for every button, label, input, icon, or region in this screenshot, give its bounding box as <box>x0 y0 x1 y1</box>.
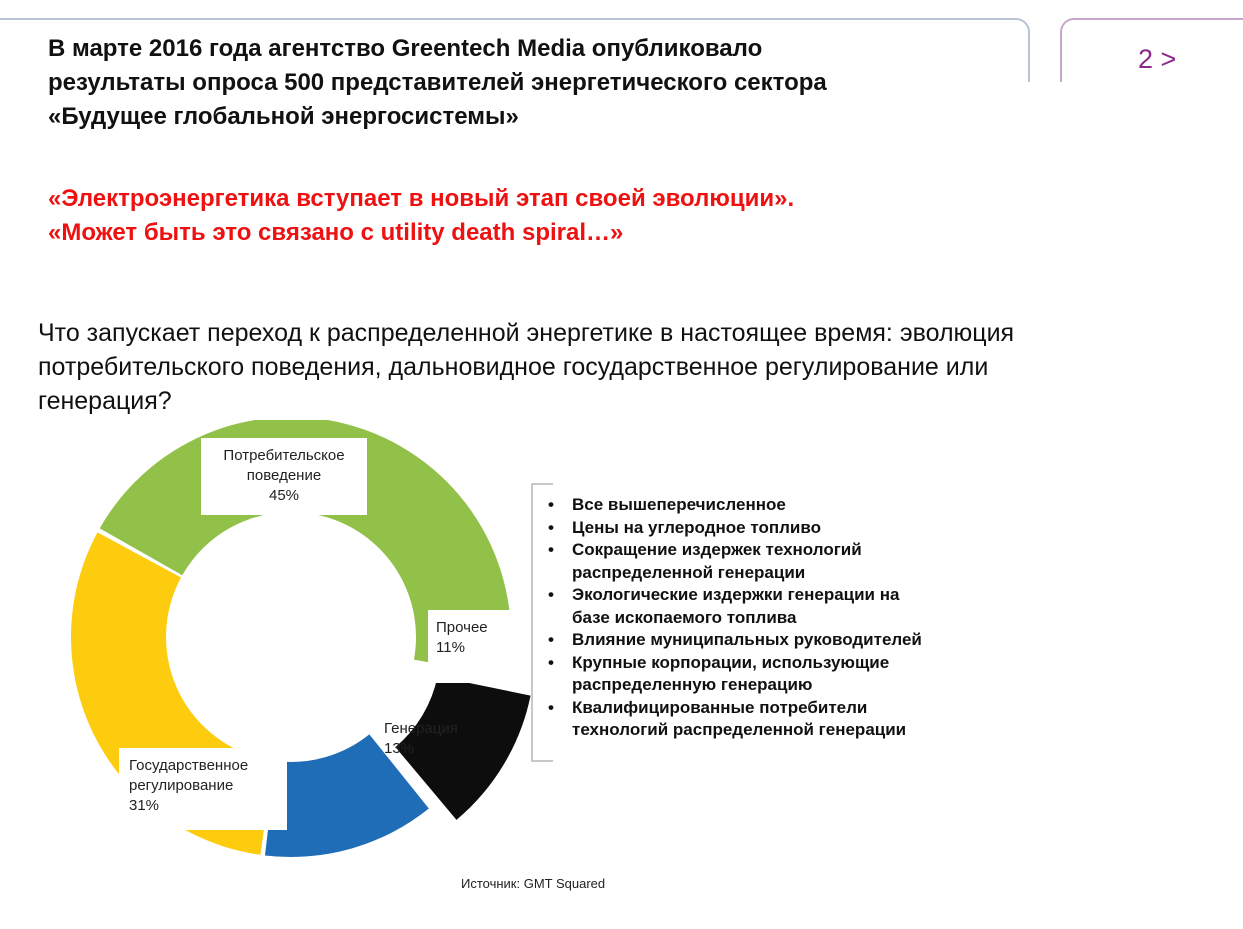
slide-title <box>48 32 1008 134</box>
title-line-3: «Будущее глобальной энергосистемы» <box>48 103 519 130</box>
slice-label-text: поведение <box>246 467 322 484</box>
quote-line-2: «Может быть это связано с utility death spiral…» <box>48 219 624 246</box>
question-line-2: потребительского поведения, дальновидное государственное регулирование или <box>38 353 989 381</box>
list-item: • Крупные корпорации, использующие распределенную генерацию <box>548 652 922 697</box>
slice-value-label: 31% <box>129 797 160 814</box>
list-item: • Влияние муниципальных руководителей <box>548 629 922 652</box>
slice-label-generation <box>372 713 492 776</box>
slice-label-government-regulation <box>119 748 287 830</box>
list-item: • Все вышеперечисленное <box>548 494 922 517</box>
list-item: • Квалифицированные потребители технологий распределенной генерации <box>548 697 922 742</box>
slice-value-label: 11% <box>436 639 465 656</box>
question-line-3: генерация? <box>38 387 172 415</box>
slice-label-text: регулирование <box>129 777 234 794</box>
question-line-1: Что запускает переход к распределенной энергетике в настоящее время: эволюция <box>38 319 1015 347</box>
list-item: • Сокращение издержек технологий распределенной генерации <box>548 539 922 584</box>
slice-label-text: Потребительское <box>223 447 345 464</box>
slice-label-text: Государственное <box>129 757 249 774</box>
title-line-2: результаты опроса 500 представителей энергетического сектора <box>48 69 827 96</box>
slice-value-label: 13% <box>384 740 415 757</box>
slice-label-text: Прочее <box>436 619 488 636</box>
quote-line-1: «Электроэнергетика вступает в новый этап своей эволюции». <box>48 185 795 212</box>
other-breakdown-list <box>548 494 922 742</box>
list-item: • Цены на углеродное топливо <box>548 517 922 540</box>
slice-label-consumer-behavior <box>201 438 367 515</box>
slice-value-label: 45% <box>268 487 300 504</box>
chart-source: Источник: GMT Squared <box>461 876 606 891</box>
page-number-next-button[interactable]: 2 > <box>1138 44 1177 74</box>
slice-label-text: Генерация <box>384 720 458 737</box>
slice-label-other <box>428 610 528 683</box>
list-item: • Экологические издержки генерации на базе ископаемого топлива <box>548 584 922 629</box>
highlight-quote <box>48 182 1048 250</box>
chart-question <box>38 316 1158 418</box>
title-line-1: В марте 2016 года агентство Greentech Media опубликовало <box>48 35 763 62</box>
